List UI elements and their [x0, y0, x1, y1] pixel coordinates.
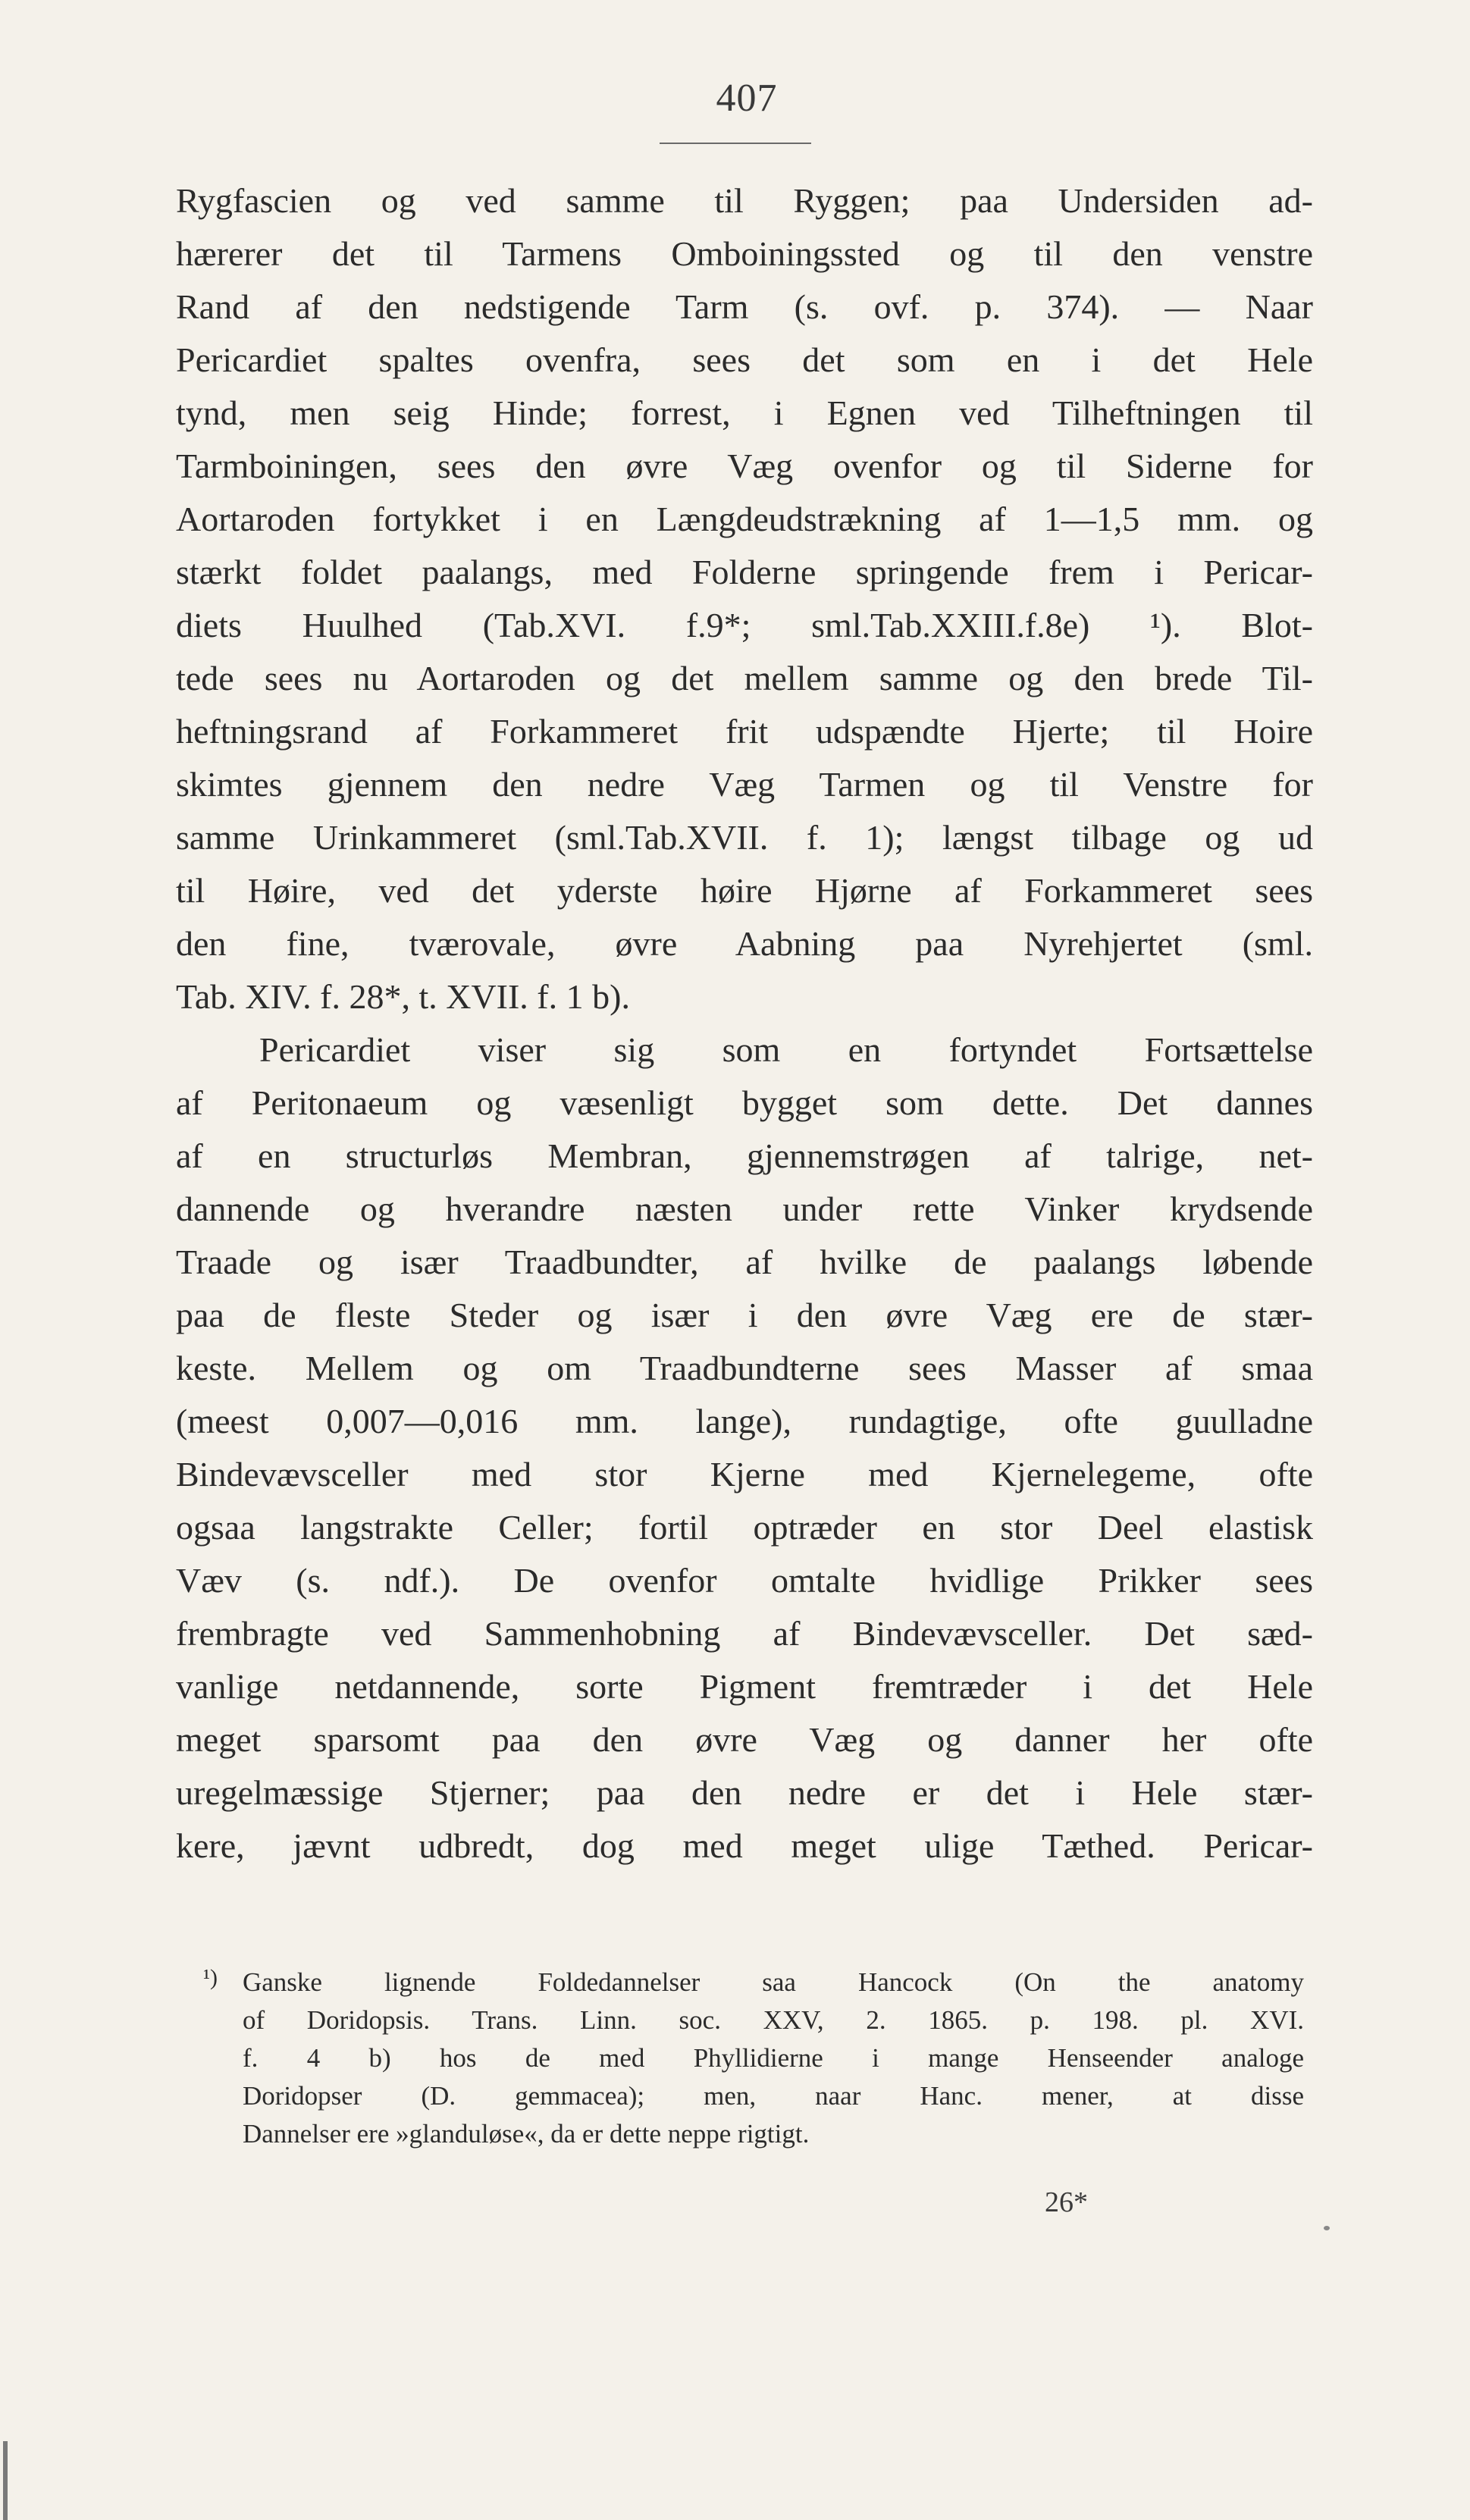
footnote-line: of Doridopsis. Trans. Linn. soc. XXV, 2. 1865. p. 198. pl. XVI.	[243, 2005, 1304, 2035]
body-line: Rygfascien og ved samme til Ryggen; paa Undersiden ad-	[176, 181, 1313, 220]
body-line: af Peritonaeum og væsenligt bygget som dette. Det dannes	[176, 1083, 1313, 1122]
body-line: Rand af den nedstigende Tarm (s. ovf. p. 374). — Naar	[176, 287, 1313, 326]
body-line: meget sparsomt paa den øvre Væg og danner her ofte	[176, 1720, 1313, 1759]
body-line: Traade og især Traadbundter, af hvilke de paalangs løbende	[176, 1243, 1313, 1281]
body-line: vanlige netdannende, sorte Pigment fremtræder i det Hele	[176, 1667, 1313, 1706]
body-line: tynd, men seig Hinde; forrest, i Egnen ved Tilheftningen til	[176, 393, 1313, 432]
body-line: paa de fleste Steder og især i den øvre Væg ere de stær-	[176, 1296, 1313, 1334]
footnote-line-text: Ganske lignende Foldedannelser saa Hancock (On the anatomy	[243, 1967, 1304, 1997]
body-line: Væv (s. ndf.). De ovenfor omtalte hvidlige Prikker sees	[176, 1561, 1313, 1600]
body-line: Tab. XIV. f. 28*, t. XVII. f. 1 b).	[176, 977, 630, 1016]
page-number: 407	[716, 77, 778, 120]
paragraph-start-line: Pericardiet viser sig som en fortyndet Fortsættelse	[259, 1030, 1313, 1069]
body-line: keste. Mellem og om Traadbundterne sees Masser af smaa	[176, 1349, 1313, 1387]
footnote-line: f. 4 b) hos de med Phyllidierne i mange Henseender analoge	[243, 2043, 1304, 2073]
footnote-line: Doridopser (D. gemmacea); men, naar Hanc. mener, at disse	[243, 2081, 1304, 2111]
body-line: kere, jævnt udbredt, dog med meget ulige Tæthed. Pericar-	[176, 1826, 1313, 1865]
footnote-line	[203, 1964, 1304, 2001]
footnote-line: Dannelser ere »glanduløse«, da er dette neppe rigtigt.	[243, 2119, 810, 2149]
body-line: ogsaa langstrakte Celler; fortil optræder en stor Deel elastisk	[176, 1508, 1313, 1547]
footnote	[203, 1964, 1304, 2153]
body-line: stærkt foldet paalangs, med Folderne springende frem i Pericar-	[176, 553, 1313, 591]
body-line: samme Urinkammeret (sml.Tab.XVII. f. 1); længst tilbage og ud	[176, 818, 1313, 857]
body-line: den fine, tværovale, øvre Aabning paa Nyrehjertet (sml.	[176, 924, 1313, 963]
body-line: heftningsrand af Forkammeret frit udspændte Hjerte; til Hoire	[176, 712, 1313, 751]
page-number-rule	[660, 143, 811, 144]
body-line: frembragte ved Sammenhobning af Bindevævsceller. Det sæd-	[176, 1614, 1313, 1653]
signature-mark: 26*	[1045, 2186, 1088, 2218]
body-line: Aortaroden fortykket i en Længdeudstrækning af 1—1,5 mm. og	[176, 500, 1313, 538]
body-line: skimtes gjennem den nedre Væg Tarmen og til Venstre for	[176, 765, 1313, 804]
body-line: Tarmboiningen, sees den øvre Væg ovenfor og til Siderne for	[176, 447, 1313, 485]
body-line: diets Huulhed (Tab.XVI. f.9*; sml.Tab.XXIII.f.8e) ¹). Blot-	[176, 606, 1313, 644]
print-speck	[1324, 2226, 1330, 2230]
body-line: hærerer det til Tarmens Omboiningssted og til den venstre	[176, 234, 1313, 273]
body-line: Bindevævsceller med stor Kjerne med Kjernelegeme, ofte	[176, 1455, 1313, 1494]
body-line: uregelmæssige Stjerner; paa den nedre er det i Hele stær-	[176, 1773, 1313, 1812]
body-line: til Høire, ved det yderste høire Hjørne af Forkammeret sees	[176, 871, 1313, 910]
body-line: dannende og hverandre næsten under rette Vinker krydsende	[176, 1189, 1313, 1228]
body-line: tede sees nu Aortaroden og det mellem samme og den brede Til-	[176, 659, 1313, 697]
body-line: af en structurløs Membran, gjennemstrøgen af talrige, net-	[176, 1136, 1313, 1175]
body-line: (meest 0,007—0,016 mm. lange), rundagtige, ofte guulladne	[176, 1402, 1313, 1440]
body-line: Pericardiet spaltes ovenfra, sees det som en i det Hele	[176, 340, 1313, 379]
body-text	[176, 174, 1313, 1873]
footnote-marker: ¹)	[203, 1965, 218, 1990]
page-edge-mark	[3, 2441, 8, 2520]
